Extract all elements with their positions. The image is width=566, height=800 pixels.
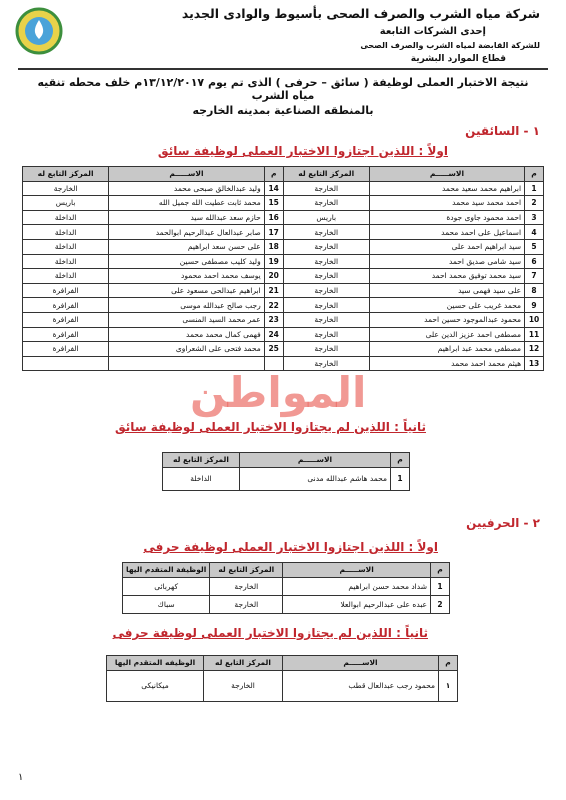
col-name: الاســـــم <box>283 656 439 671</box>
row-center: الفرافرة <box>23 312 109 327</box>
row-number: 7 <box>525 269 544 284</box>
row-center: الداخلة <box>23 269 109 284</box>
row-number: 21 <box>264 283 283 298</box>
row-center: الخارجة <box>283 312 369 327</box>
col-job: الوظيفه المتقدم اليها <box>107 656 204 671</box>
row-center: باريس <box>283 210 369 225</box>
row-name: محمد هاشم عبدالله مدنى <box>240 467 391 490</box>
col-number: م <box>391 453 410 468</box>
row-number: 16 <box>264 210 283 225</box>
col-job: الوظيفة المتقدم اليها <box>123 563 210 578</box>
row-name: محمود عبدالموجود حسين احمد <box>369 312 524 327</box>
table-row <box>23 269 544 284</box>
row-center: الخارجة <box>204 670 283 701</box>
row-name: احمد محمد سيد محمد <box>369 196 524 211</box>
row-name: وليد كليب مصطفى حسين <box>109 254 264 269</box>
row-number: 22 <box>264 298 283 313</box>
row-center: الخارجة <box>23 181 109 196</box>
row-name: على سيد فهمى سيد <box>369 283 524 298</box>
craftsmen-passed-table <box>122 562 450 614</box>
table-row <box>23 210 544 225</box>
row-number: 11 <box>525 327 544 342</box>
table-row <box>23 283 544 298</box>
row-center: الخارجة <box>210 595 283 613</box>
drivers-failed-heading: ثانياً : اللذين لم يجتازوا الاختبار العملى لوظيفة سائق <box>114 420 426 434</box>
table-row <box>23 298 544 313</box>
company-name: شركة مياه الشرب والصرف الصحى بأسيوط والوادى الجديد <box>181 6 540 21</box>
row-center: الداخلة <box>23 254 109 269</box>
row-name: على حسن سعد ابراهيم <box>109 239 264 254</box>
table-row <box>23 254 544 269</box>
row-center: الداخلة <box>23 225 109 240</box>
table-row <box>123 595 450 613</box>
row-number: 20 <box>264 269 283 284</box>
row-center: الخارجة <box>283 298 369 313</box>
row-name: سيد ابراهيم احمد على <box>369 239 524 254</box>
row-center: باريس <box>23 196 109 211</box>
row-center: الخارجة <box>283 239 369 254</box>
row-name: يوسف محمد احمد محمود <box>109 269 264 284</box>
table-header-row <box>123 563 450 578</box>
row-number: 19 <box>264 254 283 269</box>
page-number: ١ <box>18 772 24 783</box>
row-name: هيثم محمد احمد محمد <box>369 356 524 371</box>
craftsmen-passed-heading: اولاً : اللذين اجتازوا الاختبار العملى لوظيفة حرفى <box>143 540 438 554</box>
col-center: المركز التابع له <box>163 453 240 468</box>
row-number: 12 <box>525 342 544 357</box>
section-craftsmen-heading: ٢ - الحرفيين <box>466 516 540 530</box>
col-center: المركز التابع له <box>210 563 283 578</box>
row-center: الخارجة <box>283 327 369 342</box>
col-center: المركز التابع له <box>283 167 369 182</box>
row-number: 17 <box>264 225 283 240</box>
table-row <box>107 670 458 701</box>
table-row <box>23 196 544 211</box>
row-number: ١ <box>439 670 458 701</box>
row-center: الخارجة <box>283 196 369 211</box>
row-center: الخارجة <box>210 577 283 595</box>
col-center: المركز التابع له <box>23 167 109 182</box>
row-center: الفرافرة <box>23 283 109 298</box>
row-number: 10 <box>525 312 544 327</box>
row-name: سيد شامى صديق احمد <box>369 254 524 269</box>
row-center: الفرافرة <box>23 298 109 313</box>
row-center: الفرافرة <box>23 327 109 342</box>
row-number: 14 <box>264 181 283 196</box>
table-row <box>163 467 410 490</box>
col-name: الاســـــم <box>369 167 524 182</box>
row-name: عبده على عبدالرحيم ابوالعلا <box>283 595 431 613</box>
table-row <box>123 577 450 595</box>
row-name: محمد ثابت عطيت الله جميل الله <box>109 196 264 211</box>
row-number: 18 <box>264 239 283 254</box>
table-row <box>23 327 544 342</box>
holding-company: للشركة القابضة لمياه الشرب والصرف الصحى <box>360 41 540 50</box>
row-center: الخارجة <box>283 181 369 196</box>
col-name: الاســـــم <box>283 563 431 578</box>
row-number: 24 <box>264 327 283 342</box>
document-subtitle: بالمنطقه الصناعية بمدينه الخارجه <box>192 104 374 117</box>
col-number: م <box>525 167 544 182</box>
row-name: محمود رجب عبدالعال قطب <box>283 670 439 701</box>
table-row <box>23 181 544 196</box>
drivers-passed-heading: اولاً : اللذين اجتازوا الاختبار العملى لوظيفة سائق <box>157 144 448 158</box>
company-affiliation: إحدى الشركات التابعة <box>379 26 486 37</box>
table-header-row <box>107 656 458 671</box>
col-number: م <box>264 167 283 182</box>
table-row <box>23 225 544 240</box>
row-name: وليد عبدالخالق صبحى محمد <box>109 181 264 196</box>
row-number: 15 <box>264 196 283 211</box>
table-header-row <box>163 453 410 468</box>
col-name: الاســـــم <box>109 167 264 182</box>
department-name: قطاع الموارد البشرية <box>410 54 506 64</box>
row-number: 23 <box>264 312 283 327</box>
row-center: الفرافرة <box>23 342 109 357</box>
row-center: الخارجة <box>283 225 369 240</box>
empty-cell <box>23 356 109 371</box>
row-number: 6 <box>525 254 544 269</box>
row-name: شداد محمد حسن ابراهيم <box>283 577 431 595</box>
row-name: فهمى كمال محمد محمد <box>109 327 264 342</box>
row-number: 2 <box>431 595 450 613</box>
watermark: المواطن <box>190 368 367 417</box>
row-job: سباك <box>123 595 210 613</box>
document-title: نتيجة الاختبار العملى لوظيفة ( سائق – حرفى ) الذى تم يوم ١٣/١٢/٢٠١٧م خلف محطه تنقيه مياه الشرب <box>37 76 529 102</box>
row-job: ميكانيكى <box>107 670 204 701</box>
row-number: 25 <box>264 342 283 357</box>
row-name: ابراهيم محمد سعيد محمد <box>369 181 524 196</box>
row-number: 3 <box>525 210 544 225</box>
row-name: حازم سعد عبدالله سيد <box>109 210 264 225</box>
section-drivers-heading: ١ - السائقين <box>465 124 540 138</box>
company-logo-icon <box>14 6 64 56</box>
row-center: الداخلة <box>163 467 240 490</box>
table-row <box>23 239 544 254</box>
row-number: 8 <box>525 283 544 298</box>
row-name: مصطفى احمد عزيز الدين على <box>369 327 524 342</box>
row-center: الداخلة <box>23 239 109 254</box>
row-number: 1 <box>525 181 544 196</box>
table-row <box>23 342 544 357</box>
drivers-failed-table <box>162 452 410 491</box>
col-number: م <box>431 563 450 578</box>
row-number: 4 <box>525 225 544 240</box>
row-name: مصطفى محمد عبد ابراهيم <box>369 342 524 357</box>
row-number: 1 <box>431 577 450 595</box>
row-name: سيد محمد توفيق محمد احمد <box>369 269 524 284</box>
table-row <box>23 312 544 327</box>
row-center: الخارجة <box>283 269 369 284</box>
row-name: احمد محمود جاوى جودة <box>369 210 524 225</box>
row-name: رجب صالح عبدالله موسى <box>109 298 264 313</box>
row-name: ابراهيم عبدالحى مسعود على <box>109 283 264 298</box>
row-number: 1 <box>391 467 410 490</box>
drivers-passed-table <box>22 166 544 371</box>
row-center: الداخلة <box>23 210 109 225</box>
row-name: صابر عبدالعال عبدالرحيم ابوالحمد <box>109 225 264 240</box>
row-center: الخارجة <box>283 356 369 371</box>
craftsmen-failed-heading: ثانياً : اللذين لم يجتازوا الاختبار العملى لوظيفة حرفى <box>112 626 428 640</box>
row-center: الخارجة <box>283 342 369 357</box>
row-center: الخارجة <box>283 283 369 298</box>
row-number: 5 <box>525 239 544 254</box>
row-name: محمد فتحى على الشعراوى <box>109 342 264 357</box>
row-center: الخارجة <box>283 254 369 269</box>
craftsmen-failed-table <box>106 655 458 702</box>
row-name: عمر محمد السيد المنسى <box>109 312 264 327</box>
col-center: المركز التابع له <box>204 656 283 671</box>
row-number: 2 <box>525 196 544 211</box>
row-number: 9 <box>525 298 544 313</box>
row-name: محمد غريب على حسين <box>369 298 524 313</box>
col-name: الاســـــم <box>240 453 391 468</box>
header-divider <box>18 68 548 70</box>
table-header-row <box>23 167 544 182</box>
row-name: اسماعيل على احمد محمد <box>369 225 524 240</box>
col-number: م <box>439 656 458 671</box>
row-job: كهربائى <box>123 577 210 595</box>
row-number: 13 <box>525 356 544 371</box>
